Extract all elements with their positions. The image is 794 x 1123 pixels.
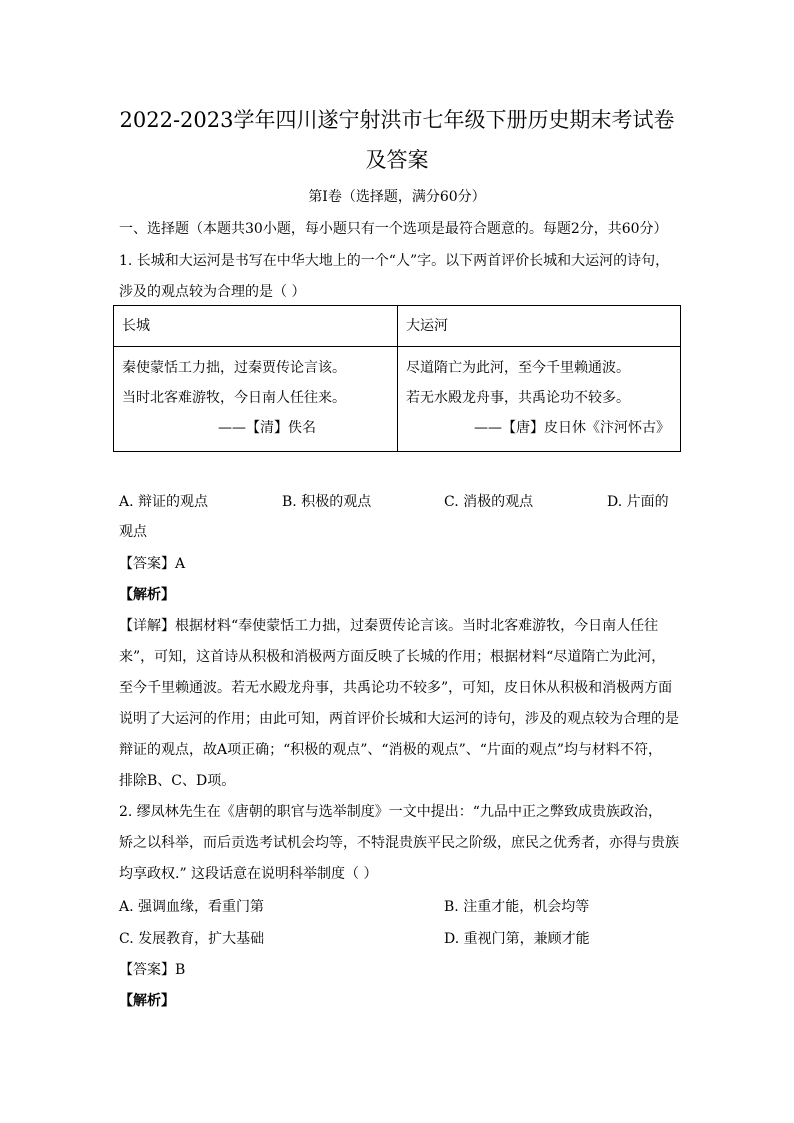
section-heading: 一、选择题（本题共30小题，每小题只有一个选项是最符合题意的。每题2分，共60分） [119,221,668,237]
q2-option-b: B. 注重才能，机会均等 [444,899,590,915]
great-wall-poem-cell [114,347,398,452]
poem-table [113,305,681,452]
q1-analysis-label: 【解析】 [119,587,175,603]
poem-line: 当时北客难游牧，今日南人任往来。 [122,390,346,406]
q2-stem-line: 均享政权.” 这段话意在说明科举制度（ ） [119,866,378,882]
q1-detail-line: 至今千里赖通波。若无水殿龙舟事，共禹论功不较多”，可知，皮日休从积极和消极两方面 [119,680,673,696]
q2-answer: 【答案】B [119,962,186,978]
q2-stem-line: 2. 缪凤林先生在《唐朝的职官与选举制度》一文中提出：“九品中正之弊致成贵族政治， [119,804,662,820]
q1-stem-line2: 涉及的观点较为合理的是（ ） [119,284,306,300]
q1-detail-line: 排除B、C、D项。 [119,773,236,789]
q2-stem-line: 矫之以科举，而后贡选考试机会均等，不特混贵族平民之阶级，庶民之优秀者，亦得与贵族 [119,835,679,851]
q1-answer: 【答案】A [119,556,186,572]
poem-line: 尽道隋亡为此河，至今千里赖通波。 [406,360,630,376]
q1-option-a: A. 辩证的观点 [119,494,209,510]
q1-detail-line: 【详解】根据材料“奉使蒙恬工力拙，过秦贾传论言该。当时北客难游牧，今日南人任往 [119,618,659,634]
document-title-line2: 及答案 [365,148,429,172]
q1-detail-line: 说明了大运河的作用；由此可知，两首评价长城和大运河的诗句，涉及的观点较为合理的是 [119,711,679,727]
q1-option-b: B. 积极的观点 [282,494,372,510]
table-header-great-wall: 长城 [114,306,398,347]
document-title-line1: 2022-2023学年四川遂宁射洪市七年级下册历史期末考试卷 [119,108,675,132]
q2-option-a: A. 强调血缘，看重门第 [119,899,265,915]
q2-option-d: D. 重视门第，兼顾才能 [444,931,590,947]
table-header-grand-canal: 大运河 [398,306,681,347]
q1-option-d: D. 片面的 [607,494,669,510]
q1-stem-line1: 1. 长城和大运河是书写在中华大地上的一个“人”字。以下两首评价长城和大运河的诗句， [119,253,670,269]
q2-option-c: C. 发展教育，扩大基础 [119,931,265,947]
poem-line: 秦使蒙恬工力拙，过秦贾传论言该。 [122,360,346,376]
grand-canal-poem-cell [398,347,681,452]
poem-source: ——【清】佚名 [218,420,316,436]
q1-detail-line: 辩证的观点，故A项正确；“积极的观点”、“消极的观点”、“片面的观点”均与材料不符， [119,742,663,758]
poem-source: ——【唐】皮日休《汴河怀古》 [474,420,670,436]
q1-detail-line: 来”，可知，这首诗从积极和消极两方面反映了长城的作用；根据材料“尽道隋亡为此河， [119,649,666,665]
q1-option-c: C. 消极的观点 [444,494,534,510]
poem-line: 若无水殿龙舟事，共禹论功不较多。 [406,390,630,406]
part-title: 第Ⅰ卷（选择题，满分60分） [308,189,486,205]
q2-analysis-label: 【解析】 [119,993,175,1009]
q1-option-d-continuation: 观点 [119,524,147,540]
